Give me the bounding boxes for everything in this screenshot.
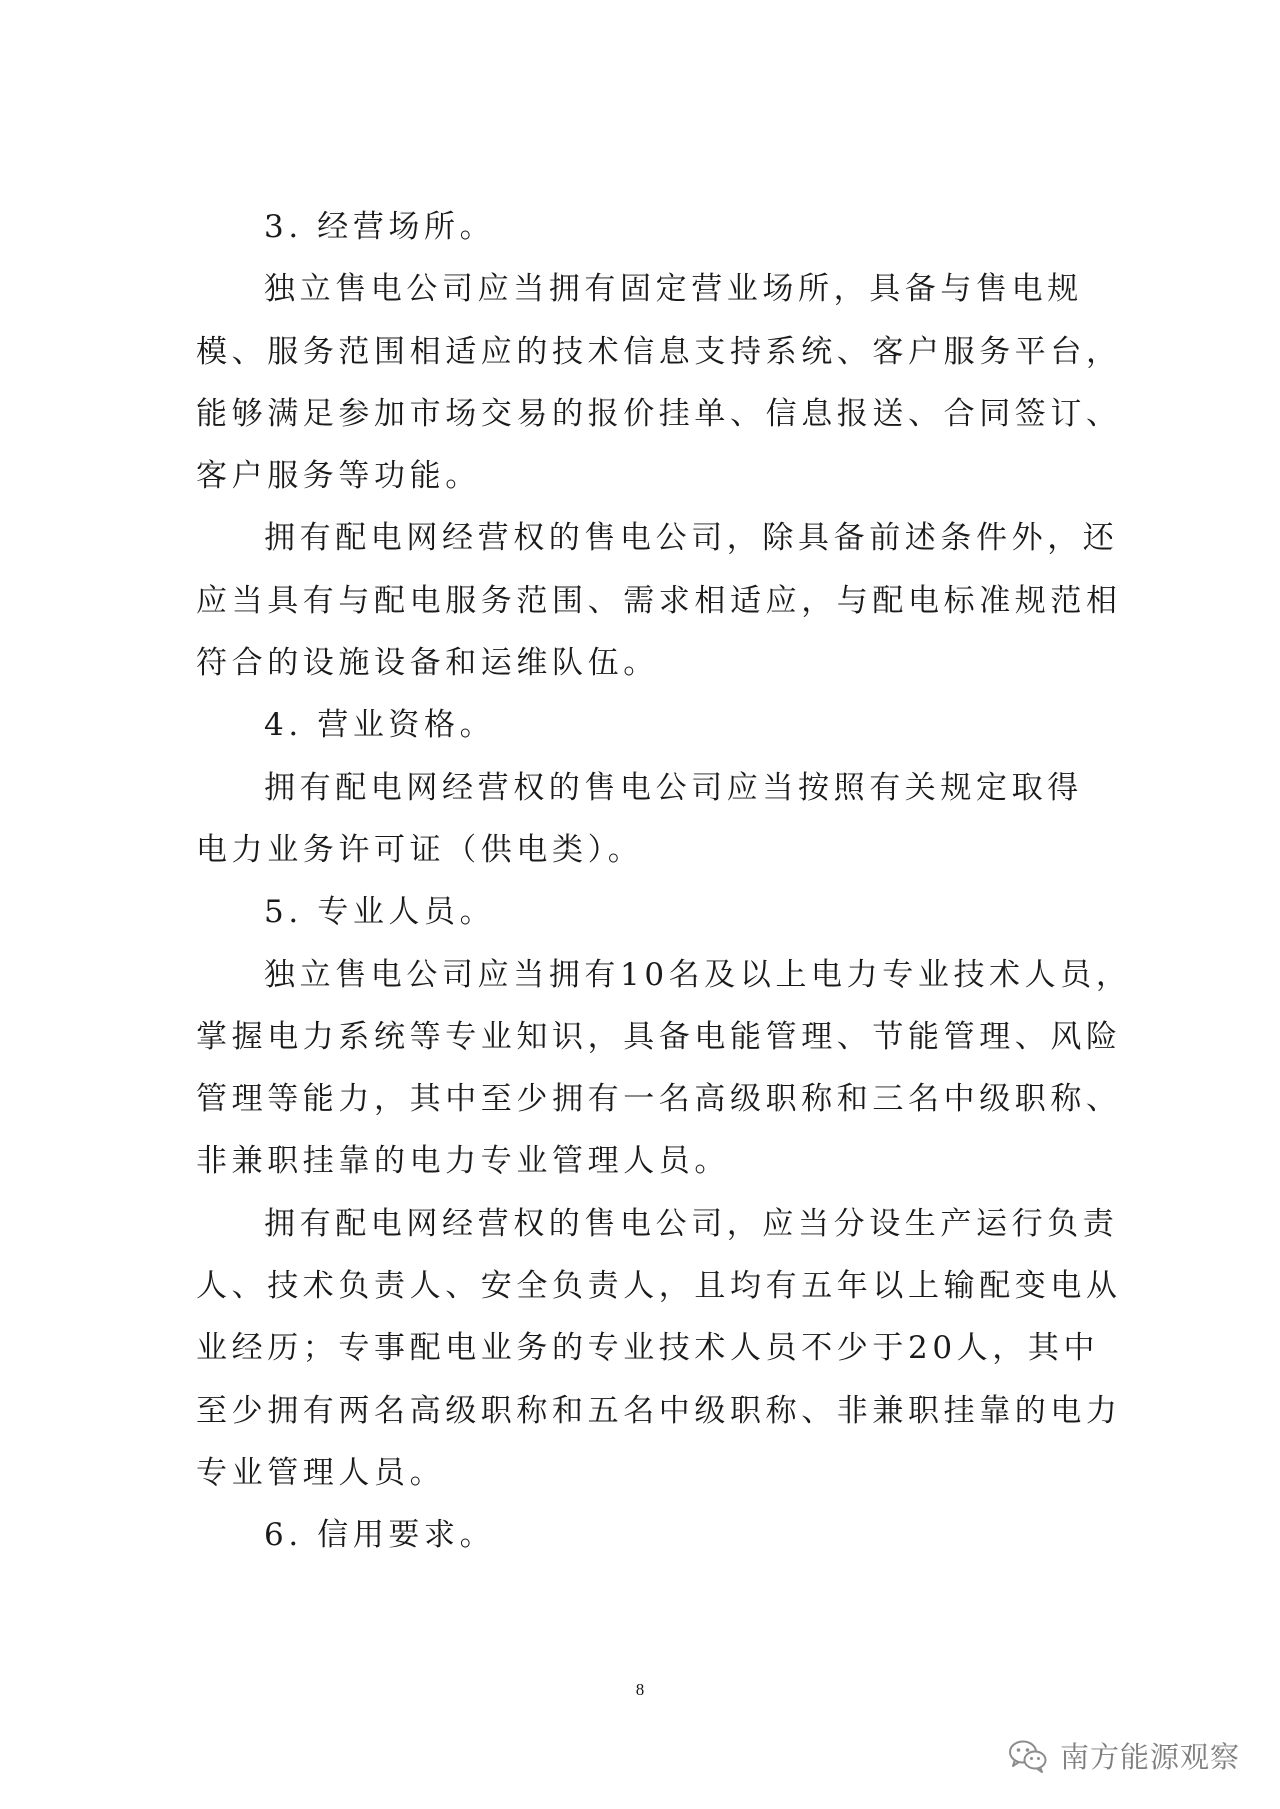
watermark-text: 南方能源观察	[1059, 1740, 1240, 1774]
text-line: 6. 信用要求。	[264, 1517, 496, 1554]
text-line: 能够满足参加市场交易的报价挂单、信息报送、合同签订、	[196, 395, 1122, 432]
document-body	[196, 196, 1132, 1567]
text-line: 掌握电力系统等专业知识，具备电能管理、节能管理、风险	[196, 1018, 1122, 1055]
text-line: 5. 专业人员。	[264, 894, 496, 931]
text-line: 拥有配电网经营权的售电公司，除具备前述条件外，还	[264, 520, 1119, 557]
text-line: 至少拥有两名高级职称和五名中级职称、非兼职挂靠的电力	[196, 1392, 1122, 1429]
text-line: 符合的设施设备和运维队伍。	[196, 645, 659, 682]
text-line: 拥有配电网经营权的售电公司应当按照有关规定取得	[264, 769, 1083, 806]
page-number: 8	[635, 1680, 645, 1699]
wechat-icon	[1008, 1739, 1048, 1773]
text-line: 应当具有与配电服务范围、需求相适应，与配电标准规范相	[196, 582, 1122, 619]
text-line: 拥有配电网经营权的售电公司，应当分设生产运行负责	[264, 1205, 1119, 1242]
text-line: 管理等能力，其中至少拥有一名高级职称和三名中级职称、	[196, 1081, 1122, 1118]
text-line: 专业管理人员。	[196, 1454, 446, 1491]
text-line: 独立售电公司应当拥有10名及以上电力专业技术人员，	[264, 956, 1132, 993]
text-line: 模、服务范围相适应的技术信息支持系统、客户服务平台，	[196, 333, 1122, 370]
text-line: 非兼职挂靠的电力专业管理人员。	[196, 1143, 730, 1180]
text-line: 3. 经营场所。	[264, 209, 496, 245]
watermark	[1008, 1735, 1240, 1776]
text-line: 客户服务等功能。	[196, 458, 481, 495]
text-line: 4. 营业资格。	[264, 707, 496, 744]
text-line: 独立售电公司应当拥有固定营业场所，具备与售电规	[264, 271, 1083, 308]
text-line: 人、技术负责人、安全负责人，且均有五年以上输配变电从	[196, 1268, 1122, 1305]
text-line: 业经历；专事配电业务的专业技术人员不少于20人，其中	[196, 1330, 1100, 1367]
text-line: 电力业务许可证（供电类）。	[196, 831, 644, 868]
